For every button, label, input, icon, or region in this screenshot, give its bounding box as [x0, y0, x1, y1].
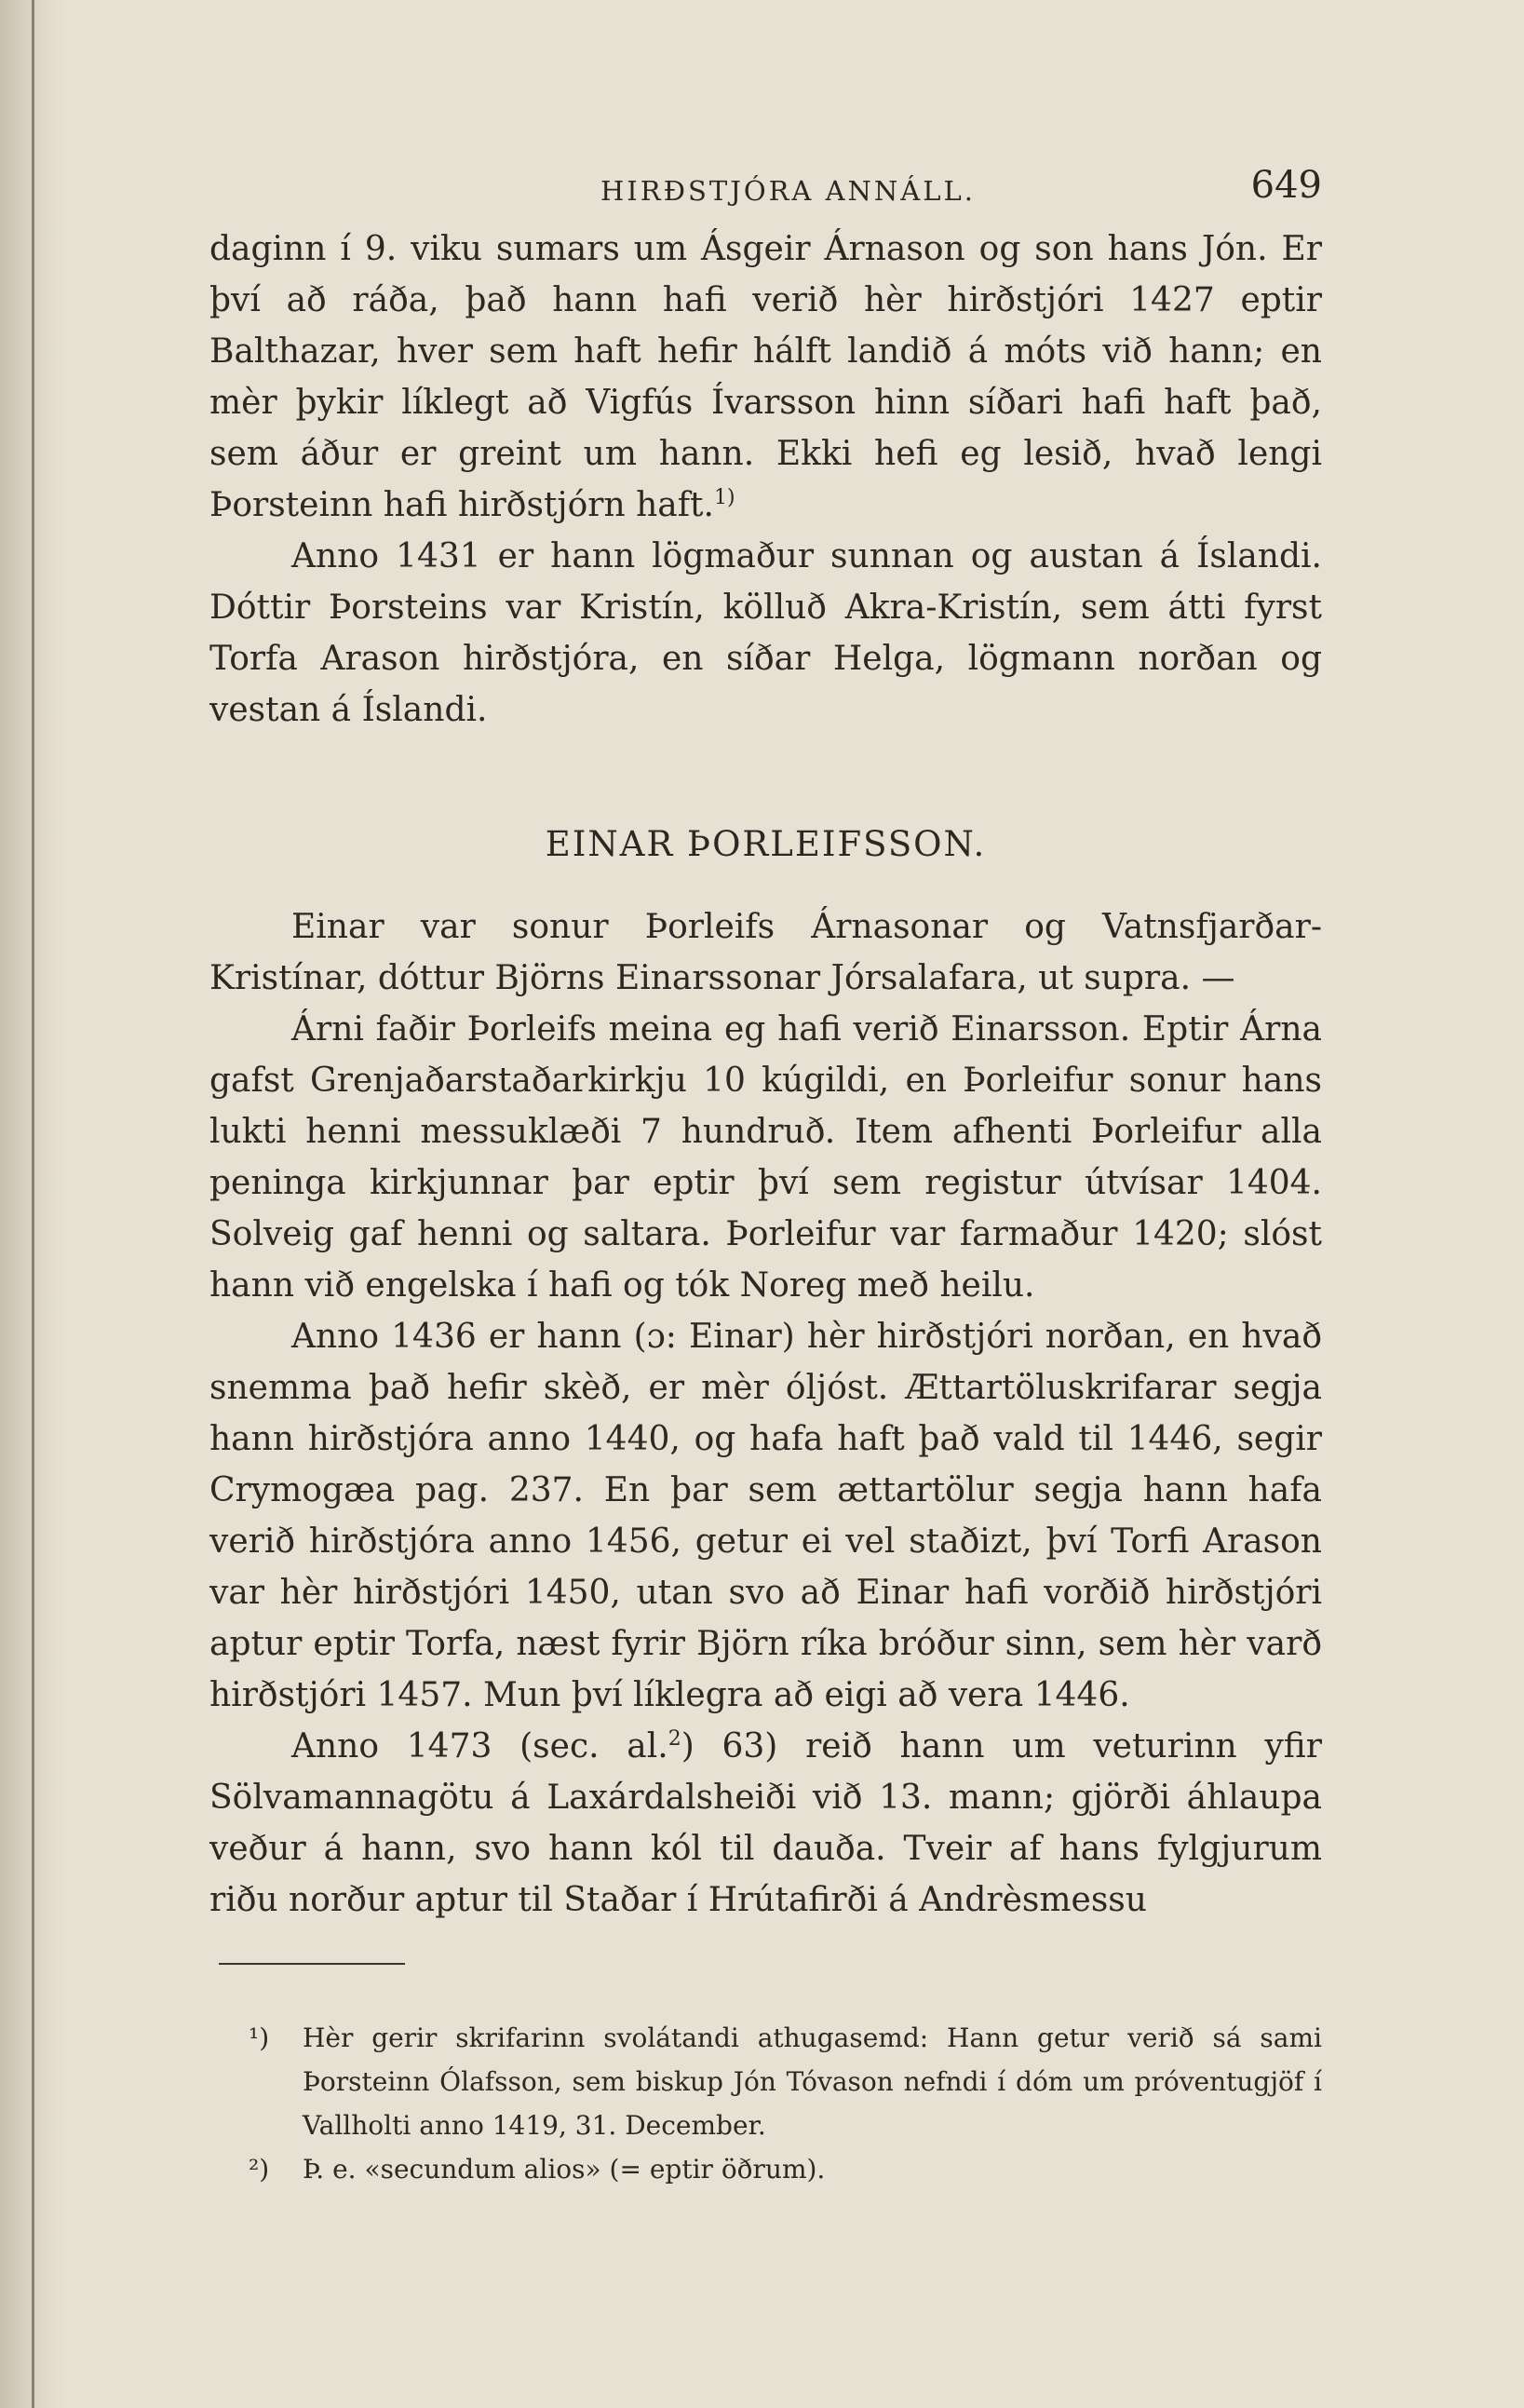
page-number: 649: [1250, 164, 1322, 207]
footnote-marker: ¹): [249, 2022, 270, 2053]
footnote-ref-2: 2: [668, 1727, 681, 1751]
paragraph-einar-intro: Einar var sonur Þorleifs Árnasonar og Vatnsfjarðar-Kristínar, dóttur Björns Einarssonar Jórsalafara, ut supra. —: [209, 908, 1322, 997]
footnote-ref-1: 1): [713, 486, 735, 509]
paragraph-anno-1436: Anno 1436 er hann (ɔ: Einar) hèr hirðstjóri norðan, en hvað snemma það hefir skèð, er mèr óljóst. Ættartöluskrifarar segja hann hirðstjóra anno 1440, og hafa haft það vald til 1446, segir Crymogæa pag. 237. En þar sem ættartölur segja hann hafa verið hirðstjóra anno 1456, getur ei vel staðizt, því Torfi Arason var hèr hirðstjóri 1450, utan svo að Einar hafi vorðið hirðstjóri aptur eptir Torfa, næst fyrir Björn ríka bróður sinn, sem hèr varð hirðstjóri 1457. Mun því líklegra að eigi að vera 1446.: [209, 1318, 1322, 1714]
footnote-1: [209, 2016, 1322, 2147]
paragraph-text: Anno 1473 (sec. al.: [291, 1727, 668, 1765]
paragraph-text: ) 63) reið hann um veturinn yfir Sölvamannagötu á Laxárdalsheiði við 13. mann; gjörði áhlaupa veður á hann, svo hann kól til dauða. Tveir af hans fylgjurum riðu norður aptur til Staðar í Hrútafirði á Andrèsmessu: [209, 1727, 1322, 1919]
paragraph-text: daginn í 9. viku sumars um Ásgeir Árnason og son hans Jón. Er því að ráða, það hann hafi verið hèr hirðstjóri 1427 eptir Balthazar, hver sem haft hefir hálft landið á móts við hann; en mèr þykir líklegt að Vigfús Ívarsson hinn síðari hafi haft það, sem áður er greint um hann. Ekki hefi eg lesið, hvað lengi Þorsteinn hafi hirðstjórn haft.: [209, 230, 1322, 524]
paragraph-anno-1473: [209, 1721, 1322, 1926]
paragraph-anno-1431: Anno 1431 er hann lögmaður sunnan og austan á Íslandi. Dóttir Þorsteins var Kristín, kölluð Akra-Kristín, sem átti fyrst Torfa Arason hirðstjóra, en síðar Helga, lögmann norðan og vestan á Íslandi.: [209, 537, 1322, 729]
footnote-2: [209, 2147, 1322, 2191]
section-heading: EINAR ÞORLEIFSSON.: [545, 824, 987, 864]
page: [209, 140, 1322, 2191]
footnote-marker: ²): [249, 2154, 270, 2185]
main-text: [209, 223, 1322, 1926]
page-header: [209, 140, 1322, 214]
running-title: HIRÐSTJÓRA ANNÁLL.: [600, 175, 976, 207]
footnote-text: Hèr gerir skrifarinn svolátandi athugasemd: Hann getur verið sá sami Þorsteinn Ólafsson, sem biskup Jón Tóvason nefndi í dóm um próventugjöf í Vallholti anno 1419, 31. December.: [303, 2022, 1322, 2141]
paragraph-arni: Árni faðir Þorleifs meina eg hafi verið Einarsson. Eptir Árna gafst Grenjaðarstaðarkirkju 10 kúgildi, en Þorleifur sonur hans lukti henni messuklæði 7 hundruð. Item afhenti Þorleifur alla peninga kirkjunnar þar eptir því sem registur útvísar 1404. Solveig gaf henni og saltara. Þorleifur var farmaður 1420; slóst hann við engelska í hafi og tók Noreg með heilu.: [209, 1010, 1322, 1305]
paragraph-continued: [209, 223, 1322, 531]
footnote-divider: [219, 1963, 405, 1965]
book-gutter-line: [32, 0, 34, 2408]
footnote-text: Þ. e. «secundum alios» (= eptir öðrum).: [303, 2154, 826, 2185]
footnotes: [209, 2016, 1322, 2191]
